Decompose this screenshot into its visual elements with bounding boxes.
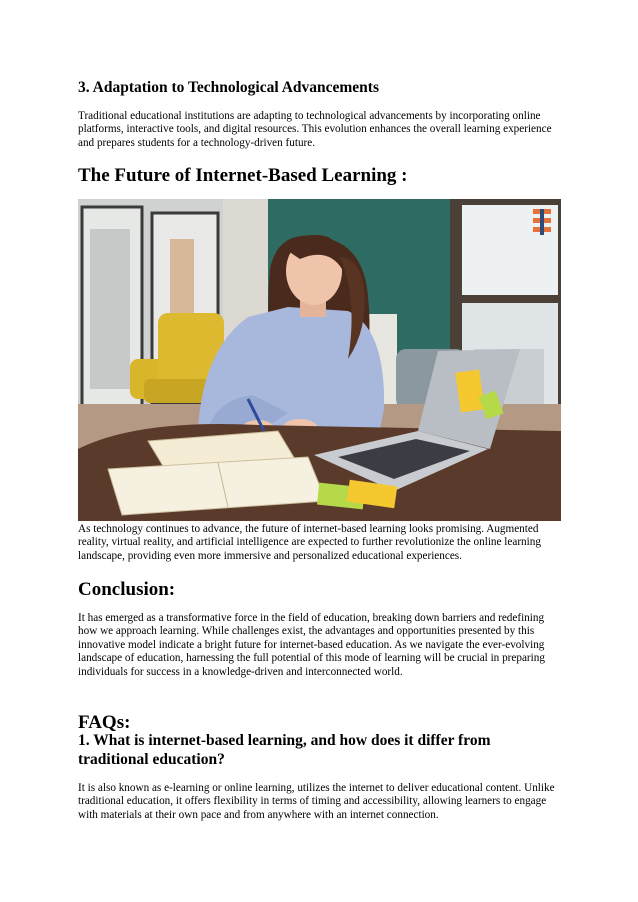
paragraph-adaptation: Traditional educational institutions are adapting to technological advancements by incorporating online platforms, interactive tools, and digital resources. This evolution enhances the overall learning experience and prepares students for a technology-driven future. <box>78 110 552 149</box>
faq-question-1: 1. What is internet-based learning, and how does it differ from traditional education? <box>78 732 491 768</box>
section-heading-adaptation: 3. Adaptation to Technological Advancements <box>78 79 379 96</box>
section-heading-conclusion: Conclusion: <box>78 579 176 600</box>
faq-answer-1: It is also known as e-learning or online learning, utilizes the internet to deliver educational content. Unlike traditional education, it offers flexibility in terms of timing and accessibility, allowing learners to engage with materials at their own pace and from anywhere with an internet connection. <box>78 782 555 821</box>
logo-icon <box>533 209 551 235</box>
image-caption: As technology continues to advance, the future of internet-based learning looks promising. Augmented reality, virtual reality, and artificial intelligence are expected to further revolutionize the online learning landscape, providing even more immersive and personalized educational experiences. <box>78 523 541 562</box>
section-heading-faqs: FAQs: <box>78 712 131 733</box>
section-heading-future: The Future of Internet-Based Learning : <box>78 165 408 186</box>
woman-studying-with-laptop-photo <box>78 199 561 521</box>
paragraph-conclusion: It has emerged as a transformative force in the field of education, breaking down barriers and redefining how we approach learning. While challenges exist, the advantages and opportunities presented by this innovative model indicate a bright future for internet-based education. As we navigate the ever-evolving landscape of education, harnessing the full potential of this mode of learning will be crucial in preparing individuals for success in a knowledge-driven and interconnected world. <box>78 612 545 678</box>
